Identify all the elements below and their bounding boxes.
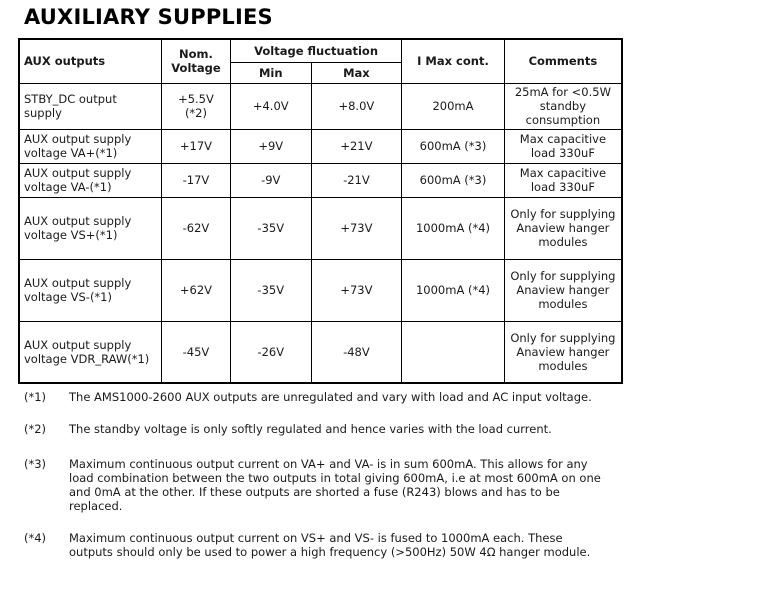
header-nom-voltage: Nom. Voltage xyxy=(162,39,231,83)
min-voltage: +4.0V xyxy=(230,83,311,129)
output-name: AUX output supply voltage VA-(*1) xyxy=(19,163,162,197)
footnote-mark: (*2) xyxy=(24,422,47,436)
nom-voltage: -62V xyxy=(162,197,231,259)
nom-voltage: -45V xyxy=(162,321,231,383)
max-voltage: -21V xyxy=(311,163,402,197)
imax-value xyxy=(402,321,505,383)
aux-supplies-table xyxy=(18,38,623,384)
table-row xyxy=(19,83,622,129)
header-imax: I Max cont. xyxy=(402,39,505,83)
comment: Max capacitive load 330uF xyxy=(504,129,622,163)
imax-value: 1000mA (*4) xyxy=(402,197,505,259)
footnote-mark: (*1) xyxy=(24,390,47,404)
header-comments: Comments xyxy=(504,39,622,83)
max-voltage: -48V xyxy=(311,321,402,383)
nom-voltage: +5.5V (*2) xyxy=(162,83,231,129)
min-voltage: -35V xyxy=(230,197,311,259)
footnote-text: Maximum continuous output current on VA+ and VA- is in sum 600mA. This allows for any load combination between the two outputs in total giving 600mA, i.e at most 600mA on one and 0mA at the other. If these outputs are shorted a fuse (R243) blows and has to be replaced. xyxy=(69,457,601,513)
max-voltage: +73V xyxy=(311,197,402,259)
imax-value: 1000mA (*4) xyxy=(402,259,505,321)
output-name: AUX output supply voltage VDR_RAW(*1) xyxy=(19,321,162,383)
header-min: Min xyxy=(230,62,311,83)
imax-value: 600mA (*3) xyxy=(402,163,505,197)
comment: Only for supplying Anaview hanger modules xyxy=(504,197,622,259)
page-title: AUXILIARY SUPPLIES xyxy=(24,5,273,29)
footnote-text: The standby voltage is only softly regulated and hence varies with the load current. xyxy=(69,422,552,436)
table-row xyxy=(19,197,622,259)
comment: Max capacitive load 330uF xyxy=(504,163,622,197)
min-voltage: -35V xyxy=(230,259,311,321)
footnote-text: The AMS1000-2600 AUX outputs are unregulated and vary with load and AC input voltage. xyxy=(69,390,592,404)
header-max: Max xyxy=(311,62,402,83)
min-voltage: -9V xyxy=(230,163,311,197)
footnote-text: Maximum continuous output current on VS+ and VS- is fused to 1000mA each. These outputs should only be used to power a high frequency (>500Hz) 50W 4Ω hanger module. xyxy=(69,531,591,559)
footnote-mark: (*3) xyxy=(24,457,47,471)
max-voltage: +21V xyxy=(311,129,402,163)
max-voltage: +8.0V xyxy=(311,83,402,129)
imax-value: 200mA xyxy=(402,83,505,129)
imax-value: 600mA (*3) xyxy=(402,129,505,163)
max-voltage: +73V xyxy=(311,259,402,321)
comment: 25mA for <0.5W standby consumption xyxy=(504,83,622,129)
min-voltage: -26V xyxy=(230,321,311,383)
table-row xyxy=(19,163,622,197)
nom-voltage: -17V xyxy=(162,163,231,197)
table-row xyxy=(19,129,622,163)
header-voltage-fluctuation: Voltage fluctuation xyxy=(230,39,401,62)
table-row xyxy=(19,259,622,321)
min-voltage: +9V xyxy=(230,129,311,163)
nom-voltage: +62V xyxy=(162,259,231,321)
output-name: AUX output supply voltage VS+(*1) xyxy=(19,197,162,259)
comment: Only for supplying Anaview hanger modules xyxy=(504,321,622,383)
comment: Only for supplying Anaview hanger modules xyxy=(504,259,622,321)
output-name: AUX output supply voltage VS-(*1) xyxy=(19,259,162,321)
footnote-mark: (*4) xyxy=(24,531,47,545)
output-name: STBY_DC output supply xyxy=(19,83,162,129)
header-aux-outputs: AUX outputs xyxy=(19,39,162,83)
output-name: AUX output supply voltage VA+(*1) xyxy=(19,129,162,163)
table-row xyxy=(19,321,622,383)
nom-voltage: +17V xyxy=(162,129,231,163)
